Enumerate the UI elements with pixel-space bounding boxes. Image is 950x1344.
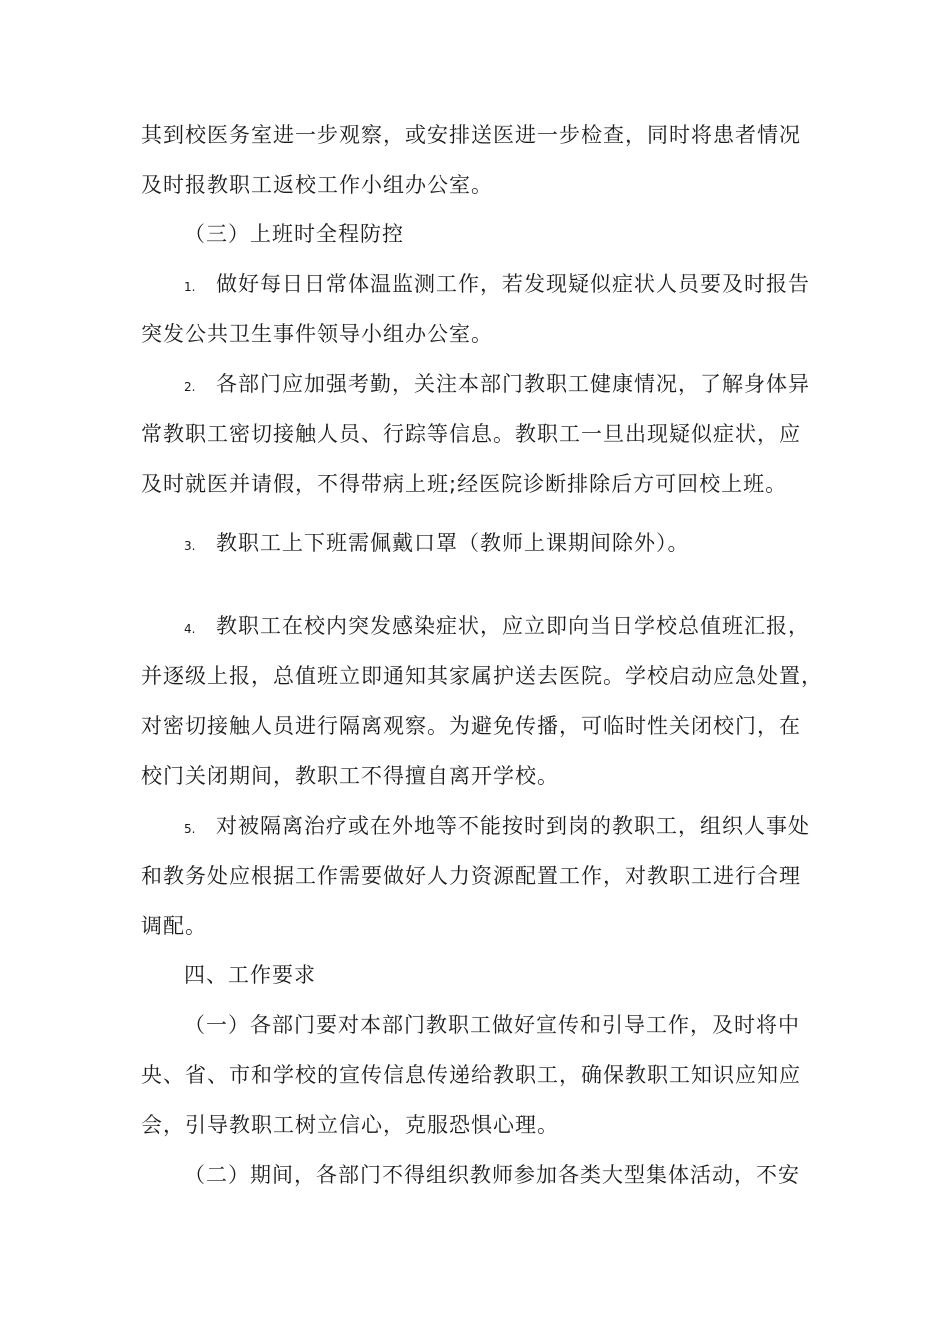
requirement-1 bbox=[141, 1000, 821, 1150]
text-line bbox=[141, 259, 821, 309]
list-item-3 bbox=[141, 518, 821, 568]
text-run: 对被隔离治疗或在外地等不能按时到岗的教职工，组织人事处 bbox=[216, 814, 810, 838]
list-item-4 bbox=[141, 601, 821, 801]
text-line bbox=[141, 801, 821, 851]
text-line: 及时就医并请假，不得带病上班;经医院诊断排除后方可回校上班。 bbox=[141, 472, 788, 496]
text-line: 对密切接触人员进行隔离观察。为避免传播，可临时性关闭校门，在 bbox=[141, 714, 801, 738]
text-line: 和教务处应根据工作需要做好人力资源配置工作，对教职工进行合理 bbox=[141, 864, 801, 888]
list-number: 1. bbox=[184, 280, 196, 294]
text-line bbox=[141, 518, 821, 568]
text-line: 校门关闭期间，教职工不得擅自离开学校。 bbox=[141, 764, 559, 788]
text-line: 常教职工密切接触人员、行踪等信息。教职工一旦出现疑似症状，应 bbox=[141, 422, 801, 446]
text-line: 其到校医务室进一步观察，或安排送医进一步检查，同时将患者情况 bbox=[141, 123, 801, 147]
text-run: 教职工上下班需佩戴口罩（教师上课期间除外）。 bbox=[216, 531, 690, 555]
text-line: 及时报教职工返校工作小组办公室。 bbox=[141, 173, 493, 197]
section-heading-3 bbox=[141, 209, 821, 259]
part-heading-4 bbox=[141, 950, 821, 1000]
paragraph-continuation bbox=[141, 110, 821, 210]
text-line: （一）各部门要对本部门教职工做好宣传和引导工作，及时将中 bbox=[184, 1013, 800, 1037]
section-heading-text: （三）上班时全程防控 bbox=[184, 222, 404, 246]
text-line: （二）期间，各部门不得组织教师参加各类大型集体活动，不安 bbox=[184, 1163, 800, 1187]
text-run: 各部门应加强考勤，关注本部门教职工健康情况，了解身体异 bbox=[216, 372, 810, 396]
text-line bbox=[141, 601, 821, 651]
part-heading-text: 四、工作要求 bbox=[184, 963, 316, 987]
list-item-1 bbox=[141, 259, 821, 359]
text-line: 并逐级上报，总值班立即通知其家属护送去医院。学校启动应急处置， bbox=[141, 664, 823, 688]
text-run: 做好每日日常体温监测工作，若发现疑似症状人员要及时报告 bbox=[216, 272, 810, 296]
list-number: 2. bbox=[184, 380, 196, 394]
text-run: 教职工在校内突发感染症状，应立即向当日学校总值班汇报， bbox=[216, 614, 810, 638]
text-line: 央、省、市和学校的宣传信息传递给教职工，确保教职工知识应知应 bbox=[141, 1063, 801, 1087]
list-number: 3. bbox=[184, 539, 196, 553]
text-line bbox=[141, 359, 821, 409]
requirement-2 bbox=[141, 1150, 821, 1200]
text-line: 突发公共卫生事件领导小组办公室。 bbox=[141, 322, 493, 346]
list-item-2 bbox=[141, 359, 821, 509]
list-number: 4. bbox=[184, 622, 196, 636]
list-number: 5. bbox=[184, 822, 196, 836]
text-line: 会，引导教职工树立信心，克服恐惧心理。 bbox=[141, 1113, 559, 1137]
text-line: 调配。 bbox=[141, 914, 207, 938]
list-item-5 bbox=[141, 801, 821, 951]
